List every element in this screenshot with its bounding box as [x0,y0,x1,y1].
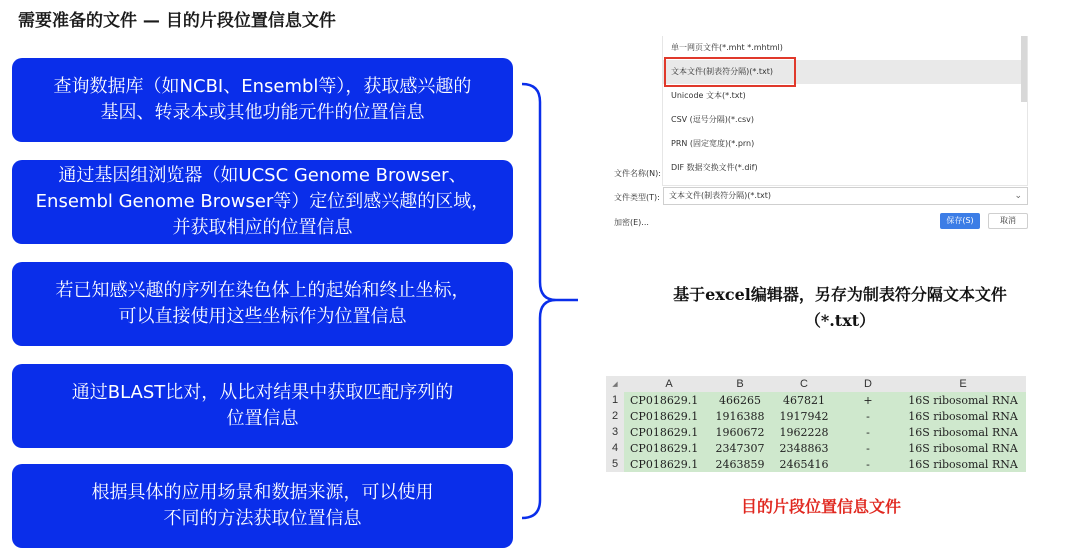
cancel-button[interactable]: 取消 [988,213,1028,229]
file-type-option[interactable]: Unicode 文本(*.txt) [671,91,746,100]
save-as-dialog [606,36,1036,236]
table-cell[interactable]: - [836,424,900,440]
filetype-value: 文本文件(制表符分隔)(*.txt) [669,191,772,200]
method-card-blast [12,364,513,448]
select-all-corner[interactable]: ◢ [606,376,624,392]
file-type-option[interactable]: PRN (固定宽度)(*.prn) [671,139,755,148]
table-row [606,440,1026,456]
column-header[interactable]: A [624,376,708,392]
card-line: Ensembl Genome Browser等）定位到感兴趣的区域， [35,191,490,212]
column-header[interactable]: B [708,376,772,392]
save-button[interactable]: 保存(S) [940,213,980,229]
chevron-down-icon: ⌄ [1014,191,1022,201]
table-cell[interactable]: - [836,456,900,472]
card-line: 并获取相应的位置信息 [172,217,353,238]
table-row [606,408,1026,424]
filetype-label: 文件类型(T): [614,193,660,202]
file-type-option[interactable]: CSV (逗号分隔)(*.csv) [671,115,755,124]
selection-highlight-box [664,57,796,87]
table-cell[interactable]: + [836,392,900,408]
table-cell[interactable]: CP018629.1 [624,424,708,440]
row-number[interactable]: 3 [606,424,624,440]
card-line: 若已知感兴趣的序列在染色体上的起始和终止坐标， [55,280,470,301]
table-cell[interactable]: 16S ribosomal RNA [900,440,1026,456]
table-row [606,424,1026,440]
table-cell[interactable]: 2465416 [772,456,836,472]
brace-connector [520,82,580,522]
caption-line: 基于excel编辑器，另存为制表符分隔文本文件 [673,285,1007,304]
card-line: 查询数据库（如NCBI、Ensembl等），获取感兴趣的 [53,76,472,97]
table-cell[interactable]: 16S ribosomal RNA [900,456,1026,472]
table-cell[interactable]: 16S ribosomal RNA [900,392,1026,408]
encrypt-label[interactable]: 加密(E)... [614,218,649,227]
table-cell[interactable]: 1916388 [708,408,772,424]
table-cell[interactable]: 2348863 [772,440,836,456]
method-card-application [12,464,513,548]
table-cell[interactable]: 2347307 [708,440,772,456]
table-cell[interactable]: CP018629.1 [624,456,708,472]
card-line: 可以直接使用这些坐标作为位置信息 [118,306,407,327]
dropdown-scrollbar[interactable] [1021,36,1027,102]
table-cell[interactable]: CP018629.1 [624,440,708,456]
data-table [606,376,1026,472]
table-row [606,456,1026,472]
filename-label: 文件名称(N): [614,169,661,178]
column-header[interactable]: C [772,376,836,392]
table-cell[interactable]: 16S ribosomal RNA [900,424,1026,440]
table-cell[interactable]: - [836,408,900,424]
row-number[interactable]: 2 [606,408,624,424]
method-card-genome-browser [12,160,513,244]
result-file-caption: 目的片段位置信息文件 [740,497,901,516]
row-number[interactable]: 5 [606,456,624,472]
file-type-option-selected[interactable]: 文本文件(制表符分隔)(*.txt) [663,60,1021,84]
table-cell[interactable]: 466265 [708,392,772,408]
excel-sheet [606,376,1036,482]
card-line: 通过基因组浏览器（如UCSC Genome Browser、 [58,165,467,186]
page-title: 需要准备的文件 — 目的片段位置信息文件 [18,11,336,31]
card-line: 通过BLAST比对，从比对结果中获取匹配序列的 [71,382,454,403]
file-type-dropdown-list[interactable] [662,36,1028,186]
table-cell[interactable]: 1962228 [772,424,836,440]
card-line: 位置信息 [226,408,299,429]
table-cell[interactable]: 16S ribosomal RNA [900,408,1026,424]
file-type-option[interactable]: DIF 数据交换文件(*.dif) [671,163,758,172]
file-type-option[interactable]: 单一网页文件(*.mht *.mhtml) [671,43,783,52]
table-cell[interactable]: 467821 [772,392,836,408]
table-cell[interactable]: CP018629.1 [624,408,708,424]
table-cell[interactable]: - [836,440,900,456]
column-header-row [606,376,1026,392]
card-line: 根据具体的应用场景和数据来源，可以使用 [91,482,434,503]
row-number[interactable]: 4 [606,440,624,456]
card-line: 不同的方法获取位置信息 [163,508,362,529]
column-header[interactable]: D [836,376,900,392]
column-header[interactable]: E [900,376,1026,392]
table-cell[interactable]: CP018629.1 [624,392,708,408]
row-number[interactable]: 1 [606,392,624,408]
caption-line: （*.txt） [804,311,876,330]
table-cell[interactable]: 2463859 [708,456,772,472]
method-card-coordinates [12,262,513,346]
table-row [606,392,1026,408]
table-cell[interactable]: 1917942 [772,408,836,424]
method-card-ncbi [12,58,513,142]
table-cell[interactable]: 1960672 [708,424,772,440]
save-instruction-caption [600,282,1080,334]
card-line: 基因、转录本或其他功能元件的位置信息 [100,102,425,123]
filetype-select[interactable] [663,187,1028,205]
